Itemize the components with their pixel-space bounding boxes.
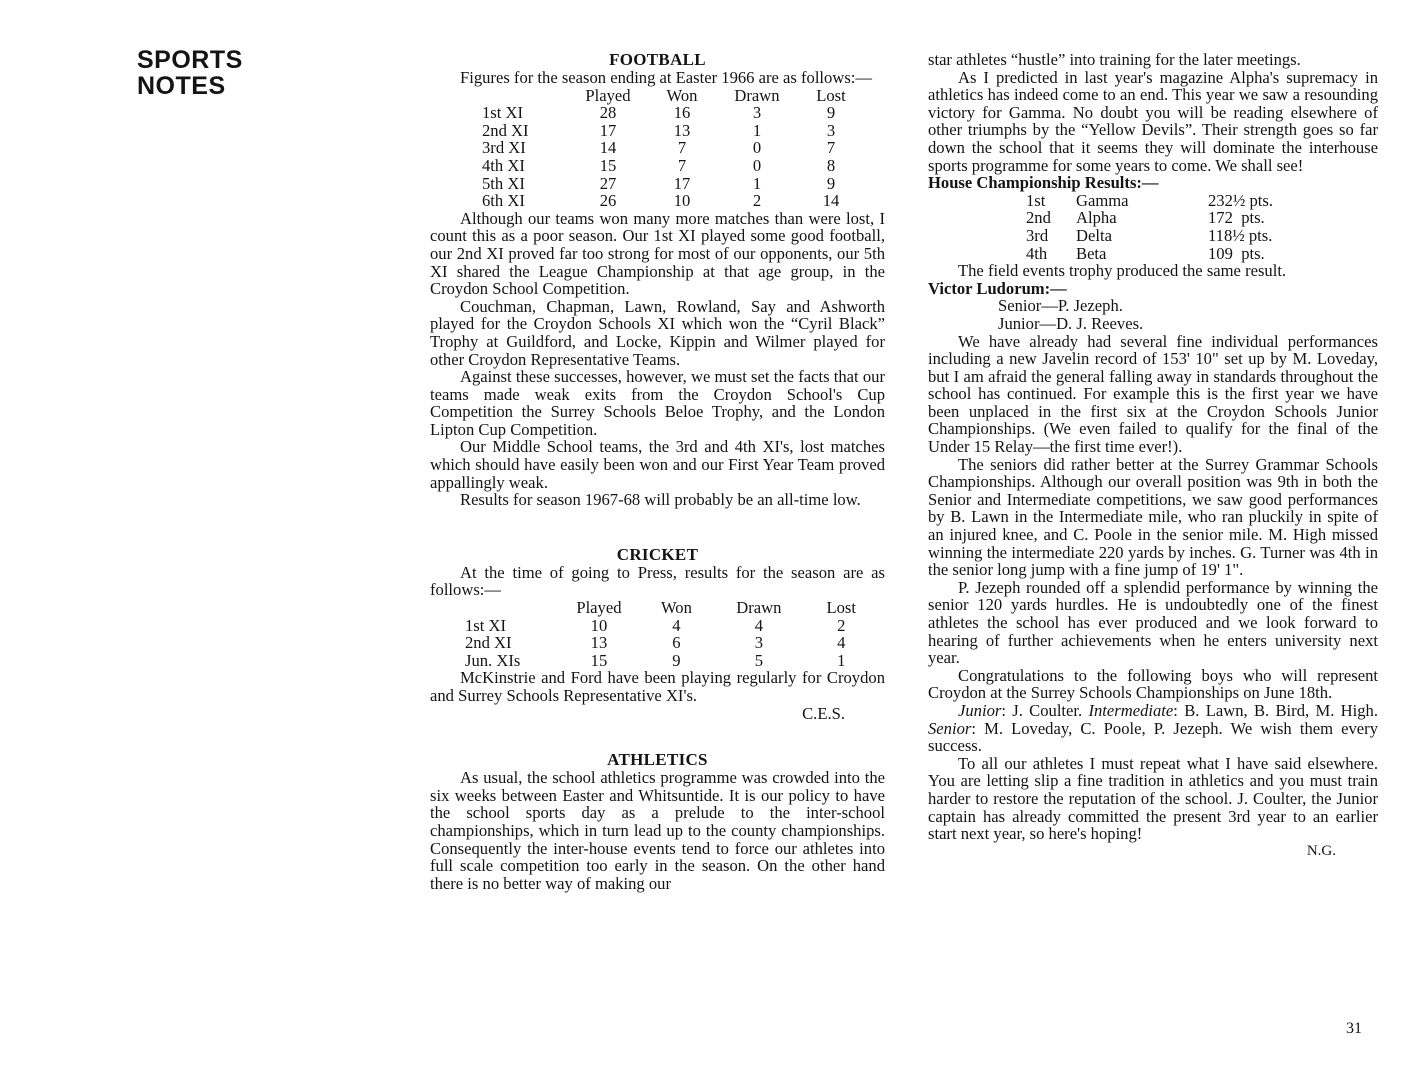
- lost-cell: 9: [826, 173, 836, 193]
- won-cell: 4: [672, 615, 681, 635]
- athletics-signature: N.G.: [1306, 842, 1336, 859]
- victor-ludorum-heading: Victor Ludorum:—: [928, 278, 1067, 298]
- won-cell: 13: [673, 120, 691, 140]
- football-header-row: [482, 87, 874, 105]
- points-cell: 172 pts.: [1208, 208, 1265, 228]
- football-paragraph: Against these successes, however, we must set the facts that our teams made weak exits from the Croydon School's Cup Competition the Surrey Schools Beloe Trophy, and the London Lipton Cup Competition.: [430, 367, 885, 439]
- drawn-cell: 3: [752, 103, 762, 123]
- football-paragraph: Although our teams won many more matches than were lost, I count this as a poor season. Our 1st XI played some good football, our 2nd XI proved far too strong for most of our opponents, our 5th XI shared the League Championship at that age group, in the Croydon School Competition.: [430, 208, 885, 299]
- lost-cell: 4: [837, 633, 846, 653]
- athletics-heading: ATHLETICS: [607, 750, 708, 770]
- intermediate-label: Intermediate: [1088, 700, 1174, 720]
- left-column: [430, 50, 885, 892]
- athletics-paragraph: Congratulations to the following boys who will represent Croydon at the Surrey Schools Championships on June 18th.: [928, 665, 1378, 703]
- played-cell: 26: [599, 191, 617, 211]
- football-results-table: [482, 87, 874, 210]
- cricket-col-won: Won: [660, 598, 692, 618]
- section-title-line1: SPORTS: [137, 46, 243, 74]
- table-row: [465, 617, 885, 635]
- lost-cell: 3: [826, 120, 836, 140]
- played-cell: 15: [590, 650, 608, 670]
- athletics-paragraph: P. Jezeph rounded off a splendid performance by winning the senior 120 yards hurdles. He is undoubtedly one of the finest athletes the school has ever produced and we look forward to hearing of further achievements when he enters university next year.: [928, 577, 1378, 668]
- team-cell: 4th XI: [482, 155, 525, 175]
- place-cell: 3rd: [1026, 225, 1049, 245]
- cricket-intro: At the time of going to Press, results for the season are as follows:—: [430, 562, 885, 600]
- table-row: [465, 652, 885, 670]
- place-cell: 2nd: [1026, 208, 1051, 228]
- football-intro: Figures for the season ending at Easter 1966 are as follows:—: [460, 68, 872, 87]
- won-cell: 6: [672, 633, 681, 653]
- won-cell: 7: [677, 138, 687, 158]
- football-heading: FOOTBALL: [609, 50, 706, 69]
- played-cell: 14: [599, 138, 617, 158]
- cricket-col-lost: Lost: [826, 598, 856, 618]
- won-cell: 9: [672, 650, 681, 670]
- cricket-col-drawn: Drawn: [736, 598, 782, 618]
- house-cell: Beta: [1076, 243, 1107, 263]
- football-paragraph: Couchman, Chapman, Lawn, Rowland, Say and Ashworth played for the Croydon Schools XI which won the “Cyril Black” Trophy at Guildford, and Locke, Kippin and Wilmer played for other Croydon Representative Teams.: [430, 296, 885, 369]
- junior-label: Junior: [958, 700, 1002, 720]
- lost-cell: 2: [837, 615, 846, 635]
- won-cell: 17: [673, 173, 691, 193]
- page-number: 31: [1346, 1020, 1362, 1037]
- victor-senior: Senior—P. Jezeph.: [998, 296, 1123, 316]
- played-cell: 13: [590, 633, 608, 653]
- football-col-played: Played: [585, 85, 631, 105]
- house-cell: Gamma: [1076, 190, 1129, 210]
- table-row: [482, 175, 874, 193]
- athletics-paragraph: As I predicted in last year's magazine Alpha's supremacy in athletics has indeed come to an end. This year we saw a resounding victory for Gamma. No doubt you will be reading elsewhere of other triumphs by the “Yellow Devils”. Their strength goes so far down the school that it seems they will dominate the interhouse sports programme for some years to come. We shall see!: [928, 67, 1378, 175]
- senior-label: Senior: [928, 718, 972, 738]
- drawn-cell: 0: [752, 155, 762, 175]
- drawn-cell: 5: [754, 650, 764, 670]
- football-paragraph: Results for season 1967-68 will probably be an all-time low.: [460, 490, 861, 510]
- cricket-paragraph: McKinstrie and Ford have been playing regularly for Croydon and Surrey Schools Representative XI's.: [430, 668, 885, 705]
- intermediate-names: : B. Lawn, B. Bird, M. High.: [1173, 700, 1378, 720]
- lost-cell: 7: [826, 138, 836, 158]
- football-team-header: [482, 87, 578, 105]
- table-row: [1026, 245, 1273, 263]
- team-cell: 1st XI: [465, 615, 507, 635]
- points-cell: 109 pts.: [1208, 243, 1265, 263]
- won-cell: 16: [673, 103, 691, 123]
- team-cell: 6th XI: [482, 191, 525, 211]
- team-cell: 3rd XI: [482, 138, 526, 158]
- table-row: [482, 139, 874, 157]
- table-row: [482, 122, 874, 140]
- athletics-paragraph-continued: star athletes “hustle” into training for the later meetings.: [928, 50, 1301, 69]
- table-row: [1026, 209, 1273, 227]
- table-row: [1026, 227, 1273, 245]
- won-cell: 7: [677, 155, 687, 175]
- place-cell: 1st: [1026, 190, 1046, 210]
- played-cell: 27: [599, 173, 617, 193]
- place-cell: 4th: [1026, 243, 1048, 263]
- football-col-won: Won: [666, 85, 698, 105]
- cricket-heading: CRICKET: [616, 544, 699, 564]
- team-cell: 2nd XI: [482, 120, 529, 140]
- senior-names: : M. Loveday, C. Poole, P. Jezeph. We wish them every success.: [928, 718, 1378, 756]
- athletics-paragraph: To all our athletes I must repeat what I have said elsewhere. You are letting slip a fine tradition in athletics and you must train harder to restore the reputation of the school. J. Coulter, the Junior captain has already committed the present 3rd year to an earlier start next year, so here's hoping!: [928, 753, 1378, 844]
- cricket-team-header: [465, 599, 565, 617]
- cricket-header-row: [465, 599, 885, 617]
- section-title-line2: NOTES: [137, 72, 226, 100]
- team-cell: Jun. XIs: [465, 650, 521, 670]
- representatives-paragraph: [928, 702, 1378, 755]
- house-cell: Delta: [1076, 225, 1112, 245]
- table-row: [482, 104, 874, 122]
- drawn-cell: 3: [754, 633, 764, 653]
- team-cell: 1st XI: [482, 103, 524, 123]
- athletics-paragraph: The seniors did rather better at the Surrey Grammar Schools Championships. Although our overall position was 9th in both the Senior and Intermediate competitions, we saw good performances by B. Lawn in the Intermediate mile, who ran pluckily in spite of an injured knee, and C. Poole in the senior mile. M. High missed winning the intermediate 220 yards by inches. G. Turner was 4th in the senior long jump with a fine jump of 19' 1".: [928, 454, 1378, 580]
- played-cell: 10: [590, 615, 608, 635]
- lost-cell: 1: [837, 650, 846, 670]
- right-column: [928, 51, 1378, 860]
- house-championship-heading: House Championship Results:—: [928, 173, 1159, 193]
- athletics-paragraph: As usual, the school athletics programme was crowded into the six weeks between Easter and Whitsuntide. It is our policy to have the school sports day as a prelude to the inter-school championships, which in turn lead up to the county championships. Consequently the inter-house events tend to force our athletes into full scale competition too early in the season. On the other hand there is no better way of making our: [430, 768, 885, 893]
- drawn-cell: 2: [752, 191, 762, 211]
- football-paragraph: Our Middle School teams, the 3rd and 4th XI's, lost matches which should have easily been won and our First Year Team proved appallingly weak.: [430, 437, 885, 492]
- lost-cell: 14: [822, 191, 840, 211]
- house-cell: Alpha: [1076, 208, 1117, 228]
- house-championship-table: [1026, 192, 1273, 262]
- football-col-lost: Lost: [816, 85, 846, 105]
- football-col-drawn: Drawn: [734, 85, 780, 105]
- cricket-signature: C.E.S.: [802, 703, 845, 723]
- drawn-cell: 1: [752, 173, 762, 193]
- cricket-col-played: Played: [576, 598, 622, 618]
- table-row: [465, 634, 885, 652]
- lost-cell: 9: [826, 103, 836, 123]
- drawn-cell: 1: [752, 120, 762, 140]
- table-row: [482, 192, 874, 210]
- junior-names: : J. Coulter.: [1001, 700, 1089, 720]
- table-row: [482, 157, 874, 175]
- played-cell: 15: [599, 155, 617, 175]
- won-cell: 10: [673, 191, 691, 211]
- team-cell: 2nd XI: [465, 633, 512, 653]
- section-title: [137, 47, 243, 99]
- team-cell: 5th XI: [482, 173, 525, 193]
- played-cell: 17: [599, 120, 617, 140]
- athletics-paragraph: We have already had several fine individual performances including a new Javelin record of 153' 10" set up by M. Loveday, but I am afraid the general falling away in standards throughout the school has continued. For example this is the first year we have been unplaced in the first six at the Croydon Schools Junior Championships. (We even failed to qualify for the final of the Under 15 Relay—the first time ever!).: [928, 331, 1378, 457]
- drawn-cell: 4: [754, 615, 764, 635]
- table-row: [1026, 192, 1273, 210]
- victor-junior: Junior—D. J. Reeves.: [998, 313, 1144, 333]
- lost-cell: 8: [826, 155, 836, 175]
- cricket-results-table: [465, 599, 885, 669]
- points-cell: 232½ pts.: [1208, 190, 1273, 210]
- points-cell: 118½ pts.: [1208, 225, 1273, 245]
- drawn-cell: 0: [752, 138, 762, 158]
- played-cell: 28: [599, 103, 617, 123]
- field-events-text: The field events trophy produced the same result.: [958, 261, 1287, 281]
